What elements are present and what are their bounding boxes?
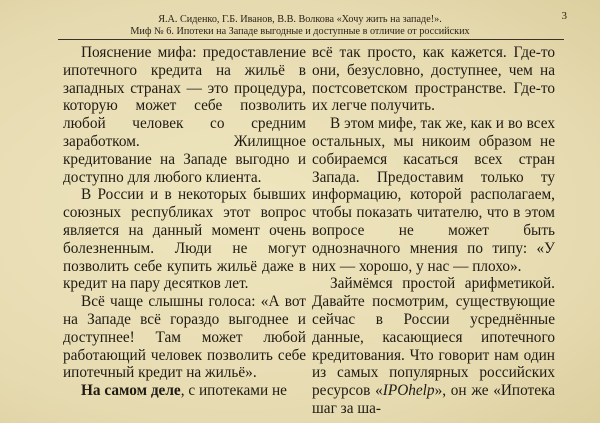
in-fact-emphasis: На самом деле: [81, 382, 181, 400]
header-myth-line: Миф № 6. Ипотеки на Западе выгодные и доступные в отличие от российских: [130, 26, 470, 37]
paragraph-continuation: всё так просто, как кажется. Где-то они, безусловно, доступнее, чем на постсоветском пространстве. Где-то их легче получить.: [312, 44, 555, 115]
resource-name: IPOhelp: [382, 382, 435, 400]
header-divider: [58, 39, 564, 40]
paragraph-scope: В этом мифе, так же, как и во всех остальных, мы никоим образом не собираемся касаться всех стран Запада. Предоставим только ту информацию, которой располагаем, чтобы показать читателю, что в этом вопросе не может быть однозначного мнения по типу: «У них — хорошо, у нас — плохо».: [312, 115, 555, 275]
paragraph-in-fact: [63, 382, 306, 400]
right-column: [312, 44, 555, 423]
in-fact-continuation: , с ипотеками не: [180, 382, 287, 400]
paragraph-myth-explanation: Пояснение мифа: предоставление ипотечного кредита на жильё в западных странах — это процедура, которую может себе позволить любой человек со средним заработком. Жилищное кредитование на Западе выгодно и доступно для любого клиента.: [63, 44, 306, 186]
arithmetic-text-start: Займёмся простой арифметикой. Давайте посмотрим, существующие сейчас в России усреднённые данные, касающиеся ипотечного кредитования. Что говорит нам один из самых популярных российских ресурсов «: [312, 275, 555, 400]
running-header: [0, 14, 600, 38]
left-column: [63, 44, 306, 423]
paragraph-russia: В России и в некоторых бывших союзных республиках этот вопрос является на данный момент очень болезненным. Люди не могут позволить себе купить жильё даже в кредит на пару десятков лет.: [63, 186, 306, 293]
paragraph-voices: Всё чаще слышны голоса: «А вот на Западе всё гораздо выгоднее и доступнее! Там может любой работающий человек позволить себе ипотечный кредит на жильё».: [63, 293, 306, 382]
header-authors-line: Я.А. Сиденко, Г.Б. Иванов, В.В. Волкова «Хочу жить на западе!».: [158, 14, 442, 25]
arithmetic-text-end: », он же «Ипотека шаг за ша-: [312, 382, 555, 417]
paragraph-arithmetic: [312, 275, 555, 417]
page-number: 3: [561, 10, 567, 22]
